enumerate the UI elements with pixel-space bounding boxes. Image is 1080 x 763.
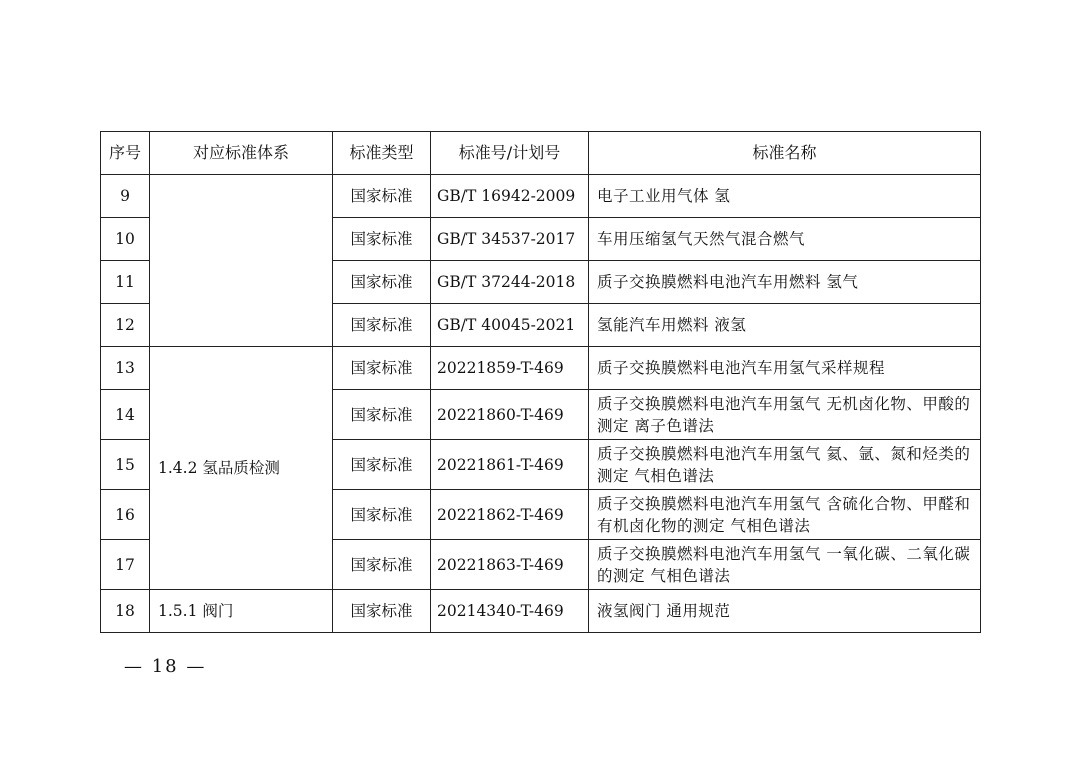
row-code: GB/T 37244-2018 [431,261,589,304]
row-code: GB/T 40045-2021 [431,304,589,347]
row-name: 质子交换膜燃料电池汽车用氢气 无机卤化物、甲酸的测定 离子色谱法 [589,390,981,440]
table-row [101,347,981,390]
row-code: 20221863-T-469 [431,540,589,590]
row-index: 13 [101,347,150,390]
row-code: 20221859-T-469 [431,347,589,390]
row-type: 国家标准 [333,490,431,540]
row-type: 国家标准 [333,347,431,390]
row-name: 质子交换膜燃料电池汽车用氢气 含硫化合物、甲醛和有机卤化物的测定 气相色谱法 [589,490,981,540]
standards-table [100,131,981,633]
row-index: 15 [101,440,150,490]
table-row [101,590,981,633]
row-type: 国家标准 [333,304,431,347]
row-code: 20221860-T-469 [431,390,589,440]
header-standard-system: 对应标准体系 [150,132,333,175]
row-type: 国家标准 [333,218,431,261]
row-index: 16 [101,490,150,540]
row-name: 氢能汽车用燃料 液氢 [589,304,981,347]
row-type: 国家标准 [333,590,431,633]
row-type: 国家标准 [333,175,431,218]
row-type: 国家标准 [333,261,431,304]
header-standard-name: 标准名称 [589,132,981,175]
row-code: 20214340-T-469 [431,590,589,633]
row-index: 17 [101,540,150,590]
header-index: 序号 [101,132,150,175]
table-row [101,175,981,218]
row-index: 14 [101,390,150,440]
header-standard-type: 标准类型 [333,132,431,175]
header-standard-number: 标准号/计划号 [431,132,589,175]
row-code: 20221861-T-469 [431,440,589,490]
row-index: 10 [101,218,150,261]
row-code: GB/T 16942-2009 [431,175,589,218]
row-name: 液氢阀门 通用规范 [589,590,981,633]
row-index: 11 [101,261,150,304]
table-header-row [101,132,981,175]
row-name: 质子交换膜燃料电池汽车用燃料 氢气 [589,261,981,304]
row-name: 质子交换膜燃料电池汽车用氢气 氦、氩、氮和烃类的测定 气相色谱法 [589,440,981,490]
row-code: 20221862-T-469 [431,490,589,540]
row-code: GB/T 34537-2017 [431,218,589,261]
row-type: 国家标准 [333,540,431,590]
row-type: 国家标准 [333,440,431,490]
row-index: 18 [101,590,150,633]
row-name: 车用压缩氢气天然气混合燃气 [589,218,981,261]
row-system-group: 1.5.1 阀门 [150,590,333,633]
row-type: 国家标准 [333,390,431,440]
row-index: 9 [101,175,150,218]
page-number: — 18 — [124,656,207,677]
row-name: 电子工业用气体 氢 [589,175,981,218]
row-system-group [150,175,333,347]
row-index: 12 [101,304,150,347]
row-system-group: 1.4.2 氢品质检测 [150,347,333,590]
row-name: 质子交换膜燃料电池汽车用氢气采样规程 [589,347,981,390]
row-name: 质子交换膜燃料电池汽车用氢气 一氧化碳、二氧化碳的测定 气相色谱法 [589,540,981,590]
